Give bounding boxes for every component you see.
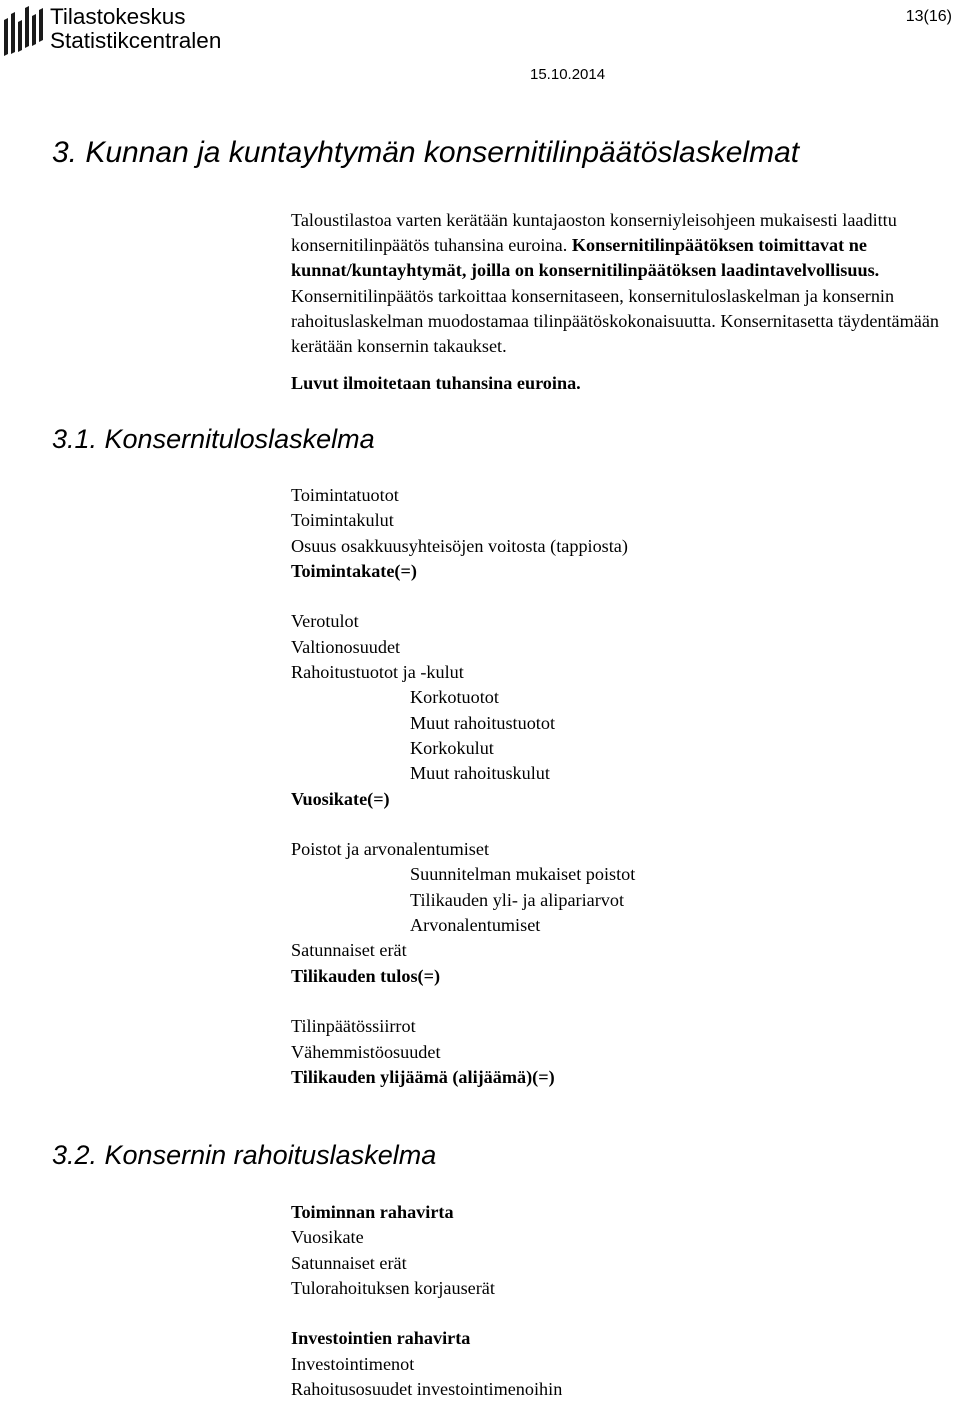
statement-item: Tulorahoituksen korjauserät <box>291 1277 495 1298</box>
statement-item: Suunnitelman mukaiset poistot <box>410 864 636 885</box>
statement-total: Toimintakate(=) <box>291 560 417 581</box>
statement-item: Satunnaiset erät <box>291 1252 407 1273</box>
intro-paragraph <box>291 208 955 359</box>
section-heading-tuloslaskelma: 3.1. Konsernituloslaskelma <box>52 424 375 454</box>
statement-item: Verotulot <box>291 611 359 632</box>
logo-bars-icon <box>2 6 46 56</box>
intro-text-bold: Konsernitilinpäätöksen toimittavat ne kunnat/kuntayhtymät, joilla on konsernitilinpäätöksen laadintavelvollisuus. <box>291 235 880 281</box>
spacer <box>291 584 635 609</box>
spacer <box>291 989 635 1014</box>
cash-flow-statement-list <box>291 1200 562 1402</box>
statement-item: Toimintatuotot <box>291 485 399 505</box>
statistics-finland-logo <box>2 4 252 56</box>
statement-item: Arvonalentumiset <box>410 915 541 936</box>
intro-text-2: Konsernitilinpäätös tarkoittaa konsernitaseen, konsernituloslaskelman ja konsernin rahoituslaskelman muodostamaa tilinpäätöskokonaisuutta. Konsernitasetta täydentämään kerätään konsernin takaukset. <box>291 285 940 357</box>
statement-item: Rahoitusosuudet investointimenoihin <box>291 1379 563 1400</box>
spacer <box>291 812 635 837</box>
logo-text-finnish: Tilastokeskus <box>50 4 186 29</box>
statement-item: Korkokulut <box>410 737 494 758</box>
statement-total: Tilikauden tulos(=) <box>291 965 441 986</box>
statement-item: Vähemmistöosuudet <box>291 1041 441 1062</box>
statement-item: Osuus osakkuusyhteisöjen voitosta (tappiosta) <box>291 535 628 556</box>
statement-item: Toimintakulut <box>291 510 394 531</box>
unit-note: Luvut ilmoitetaan tuhansina euroina. <box>291 373 581 393</box>
statement-item: Investointimenot <box>291 1353 415 1374</box>
statement-total: Vuosikate(=) <box>291 788 390 809</box>
statement-total: Tilikauden ylijäämä (alijäämä)(=) <box>291 1066 555 1087</box>
statement-item: Rahoitustuotot ja -kulut <box>291 662 464 683</box>
section-heading-rahoituslaskelma: 3.2. Konsernin rahoituslaskelma <box>52 1140 437 1170</box>
page-title: 3. Kunnan ja kuntayhtymän konsernitilinpäätöslaskelmat <box>52 136 800 169</box>
intro-text-1: Taloustilastoa varten kerätään kuntajaoston konserniyleisohjeen mukaisesti laadittu konsernitilinpäätös tuhansina euroina. <box>291 210 897 256</box>
statement-item: Valtionosuudet <box>291 636 401 657</box>
statement-item: Korkotuotot <box>410 687 499 708</box>
statement-item: Poistot ja arvonalentumiset <box>291 839 490 860</box>
statement-item: Muut rahoituskulut <box>410 763 550 784</box>
statement-item: Muut rahoitustuotot <box>410 712 555 733</box>
statement-total: Investointien rahavirta <box>291 1328 471 1349</box>
statement-item: Tilikauden yli- ja alipariarvot <box>410 889 624 910</box>
page-number: 13(16) <box>905 8 952 25</box>
statement-item: Tilinpäätössiirrot <box>291 1016 416 1037</box>
document-date: 15.10.2014 <box>530 66 606 83</box>
statement-total: Toiminnan rahavirta <box>291 1202 454 1222</box>
spacer <box>291 1301 562 1326</box>
statement-item: Satunnaiset erät <box>291 940 407 961</box>
statement-item: Vuosikate <box>291 1227 364 1248</box>
income-statement-list <box>291 483 635 1090</box>
logo-text-swedish: Statistikcentralen <box>50 28 222 53</box>
